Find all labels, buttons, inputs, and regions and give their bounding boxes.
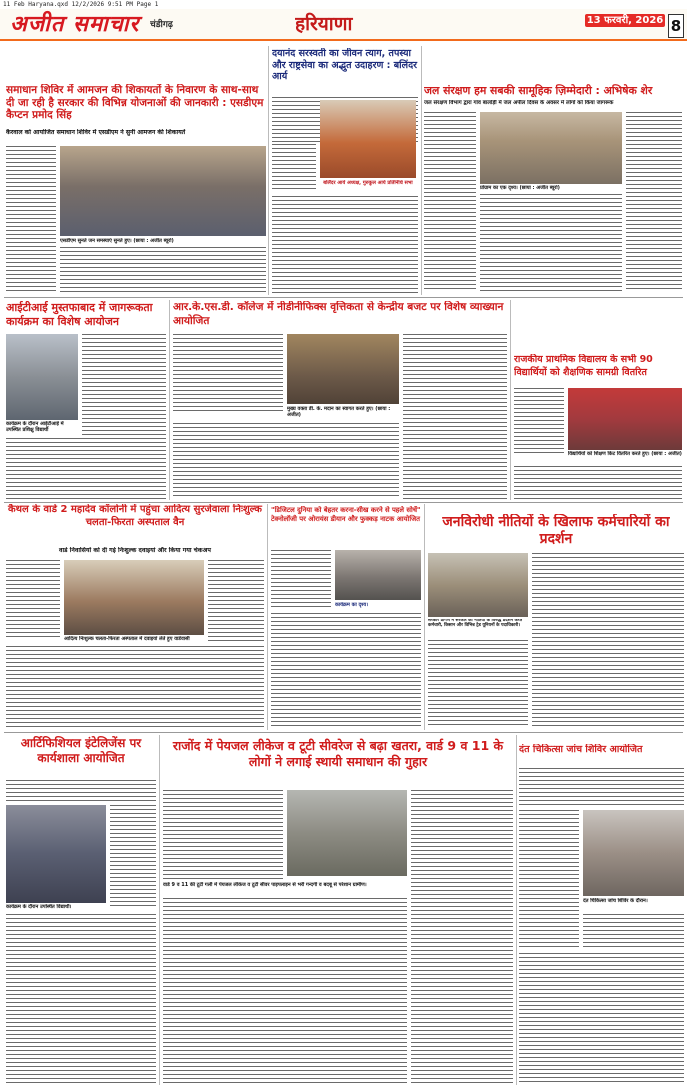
article-6-headline: राजकीय प्राथमिक विद्यालय के सभी 90 विद्यार्थियों को शैक्षणिक सामग्री वितरित [514, 354, 653, 378]
column-divider [510, 300, 511, 500]
article-9-caption: सरकार प्रांगण में सरकार की नीतियों के विरुद्ध प्रदर्शन करते कर्मचारी, किसान और विभिन्न ट्रेड यूनियनों के पदाधिकारी। [428, 619, 523, 628]
article-3-headline: जल संरक्षण हम सबकी सामूहिक ज़िम्मेदारी : अभिषेक शेर [424, 84, 653, 97]
article-10-body [6, 914, 156, 1084]
article-4-photo [6, 334, 78, 420]
article-8-photo [335, 550, 421, 600]
column-divider [516, 735, 517, 1085]
article-12-photo [583, 810, 684, 896]
section-title: हरियाणा [295, 13, 353, 35]
article-4-body-right [82, 334, 166, 436]
article-4-body [6, 438, 166, 499]
column-divider [268, 46, 269, 295]
article-5-body-right [403, 334, 507, 499]
article-11-caption: वार्ड 9 व 11 की टूटी गली में पेयजल लीकेज व टूटी सीवर पाइपलाइन से भरी गन्दगी व बदबू से परेशान ग्रामीण। [163, 882, 367, 888]
article-11-headline: राजोंद में पेयजल लीकेज व टूटी सीवरेज से बढ़ा खतरा, वार्ड 9 व 11 के लोगों ने लगाई स्थायी समाधान की गुहार [172, 738, 504, 769]
article-7-subhead: वार्ड निवासियों को दी गई निःशुल्क दवाइयां और किया गया चेकअप [59, 547, 211, 554]
article-3-photo [480, 112, 622, 184]
article-8-body [271, 613, 421, 728]
column-divider [267, 504, 268, 730]
article-10-caption: कार्यक्रम के दौरान उपस्थित विद्यार्थी। [6, 904, 72, 910]
article-5-body [173, 423, 399, 499]
article-6-body-left [514, 388, 564, 454]
article-9-photo [428, 553, 528, 617]
article-10-photo [6, 805, 106, 903]
article-7-headline: कैथल के वार्ड 2 महादेव कॉलोनी में पहुंचा आदित्य सुरजेवाला निःशुल्क चलता-फिरता अस्पताल वैन [7, 504, 262, 528]
horizontal-rule [4, 502, 683, 503]
article-10-headline: आर्टिफिशियल इंटेलिजेंस पर कार्यशाला आयोजित [20, 736, 142, 765]
article-1-headline: समाधान शिविर में आमजन की शिकायतों के निवारण के साथ-साथ दी जा रही है सरकार की विभिन्न योजनाओं की जानकारी : एसडीएम कैप्टन प्रमोद सिंह [6, 84, 264, 121]
article-6-caption: विद्यार्थियों को शिक्षण किट वितरित करते हुए। (छाया : अजीत) [568, 451, 682, 457]
article-11-photo [287, 790, 407, 876]
article-12-body-top [519, 768, 684, 808]
article-11-body [163, 898, 407, 1084]
article-4-caption: कार्यक्रम के दौरान आईटीआई में उपस्थित प्रशिक्षु विद्यार्थी [6, 421, 64, 433]
column-divider [424, 504, 425, 730]
article-5-caption: मुख्य वक्ता डी. के. मदान का स्वागत करते हुए। (छाया : अजीत) [287, 406, 391, 418]
article-10-body-top [6, 780, 156, 802]
article-2-headline: दयानंद सरस्वती का जीवन त्याग, तपस्या और राष्ट्रसेवा का अद्भुत उदाहरण : बलिंदर आर्य [272, 48, 417, 82]
article-7-photo [64, 560, 204, 635]
horizontal-rule [4, 297, 683, 298]
article-5-photo [287, 334, 399, 404]
horizontal-rule [4, 732, 683, 733]
article-3-body-right [626, 112, 682, 292]
column-divider [159, 735, 160, 1085]
print-slug: 11 Feb Haryana.qxd 12/2/2026 9:51 PM Page 1 [0, 0, 687, 9]
article-6-photo [568, 388, 682, 450]
article-1-caption: एसडीएम सुनते जन समस्याएं सुनते हुए। (छाया : अजीत ब्यूरो) [60, 238, 174, 244]
column-divider [169, 300, 170, 500]
article-2-caption: बलिंदर आर्य अध्यक्ष, गुरुकुल आर्य प्रतिनिधि सभा [323, 180, 413, 186]
article-2-body [272, 196, 418, 294]
article-9-body [532, 553, 684, 728]
article-3-body-left [424, 112, 476, 292]
article-7-body-right [208, 560, 264, 644]
article-7-caption: आदित्य निःशुल्क चलता-फिरता अस्पताल में दवाइयां लेते हुए वार्डवासी [64, 636, 190, 642]
article-7-body [6, 646, 264, 728]
article-8-headline: "डिजिटल दुनिया को बेहतर करना-सीख करने से पहले सोचें" टेक्नोलॉजी पर ओरायंस डीयान और फुक्कड़ नाटक आयोजित [271, 506, 421, 523]
article-2-photo [320, 100, 416, 178]
article-3-caption: प्रोग्राम का एक दृश्य। (छाया : अजीत ब्यूरो) [480, 185, 560, 191]
article-12-body-left [519, 810, 579, 950]
newspaper-logo: अजीत समाचार [10, 11, 140, 37]
article-8-caption: कार्यक्रम का दृश्य। [335, 602, 369, 608]
article-11-body-right [411, 790, 513, 1084]
masthead [0, 9, 687, 41]
date-badge: 13 फरवरी, 2026 [586, 15, 664, 26]
article-1-body-left [6, 146, 56, 294]
article-12-headline: दंत चिकित्सा जांच शिविर आयोजित [519, 744, 643, 755]
page-number: 8 [668, 14, 684, 38]
article-9-body-left [428, 640, 528, 728]
article-1-subhead: कैरवाल को आयोजित समाधान शिविर में एसडीएम ने सुनी आमजन की शिकायतें [6, 129, 186, 136]
article-8-body-left [271, 550, 331, 610]
article-2-body-left [272, 144, 316, 192]
article-10-body-right [110, 805, 156, 909]
article-4-headline: आईटीआई मुस्तफाबाद में जागरूकता कार्यक्रम का विशेष आयोजन [6, 301, 153, 328]
article-1-body [60, 247, 266, 294]
article-5-body-left [173, 334, 283, 412]
article-3-body [480, 194, 622, 292]
article-11-body-left [163, 790, 283, 880]
article-12-body [519, 953, 684, 1084]
article-1-photo [60, 146, 266, 236]
article-9-headline: जनविरोधी नीतियों के खिलाफ कर्मचारियों का प्रदर्शन [442, 514, 670, 547]
article-7-body-left [6, 560, 60, 640]
edition-city: चंडीगढ़ [150, 20, 173, 30]
column-divider [421, 46, 422, 295]
article-12-caption: दंत चिकित्सा जांच शिविर के दौरान। [583, 898, 648, 904]
article-6-body [514, 466, 682, 499]
article-3-subhead: जल संरक्षण विभाग द्वारा गांव बालोंड़ी में जल अपील दिवस के अवसर में लोगों को किया जागरूक [424, 100, 614, 106]
article-12-body-right [583, 914, 684, 950]
article-5-headline: आर.के.एस.डी. कॉलेज में नीडीनीफिक्स वृत्तिकता से केन्द्रीय बजट पर विशेष व्याख्यान आयोजित [173, 301, 504, 327]
